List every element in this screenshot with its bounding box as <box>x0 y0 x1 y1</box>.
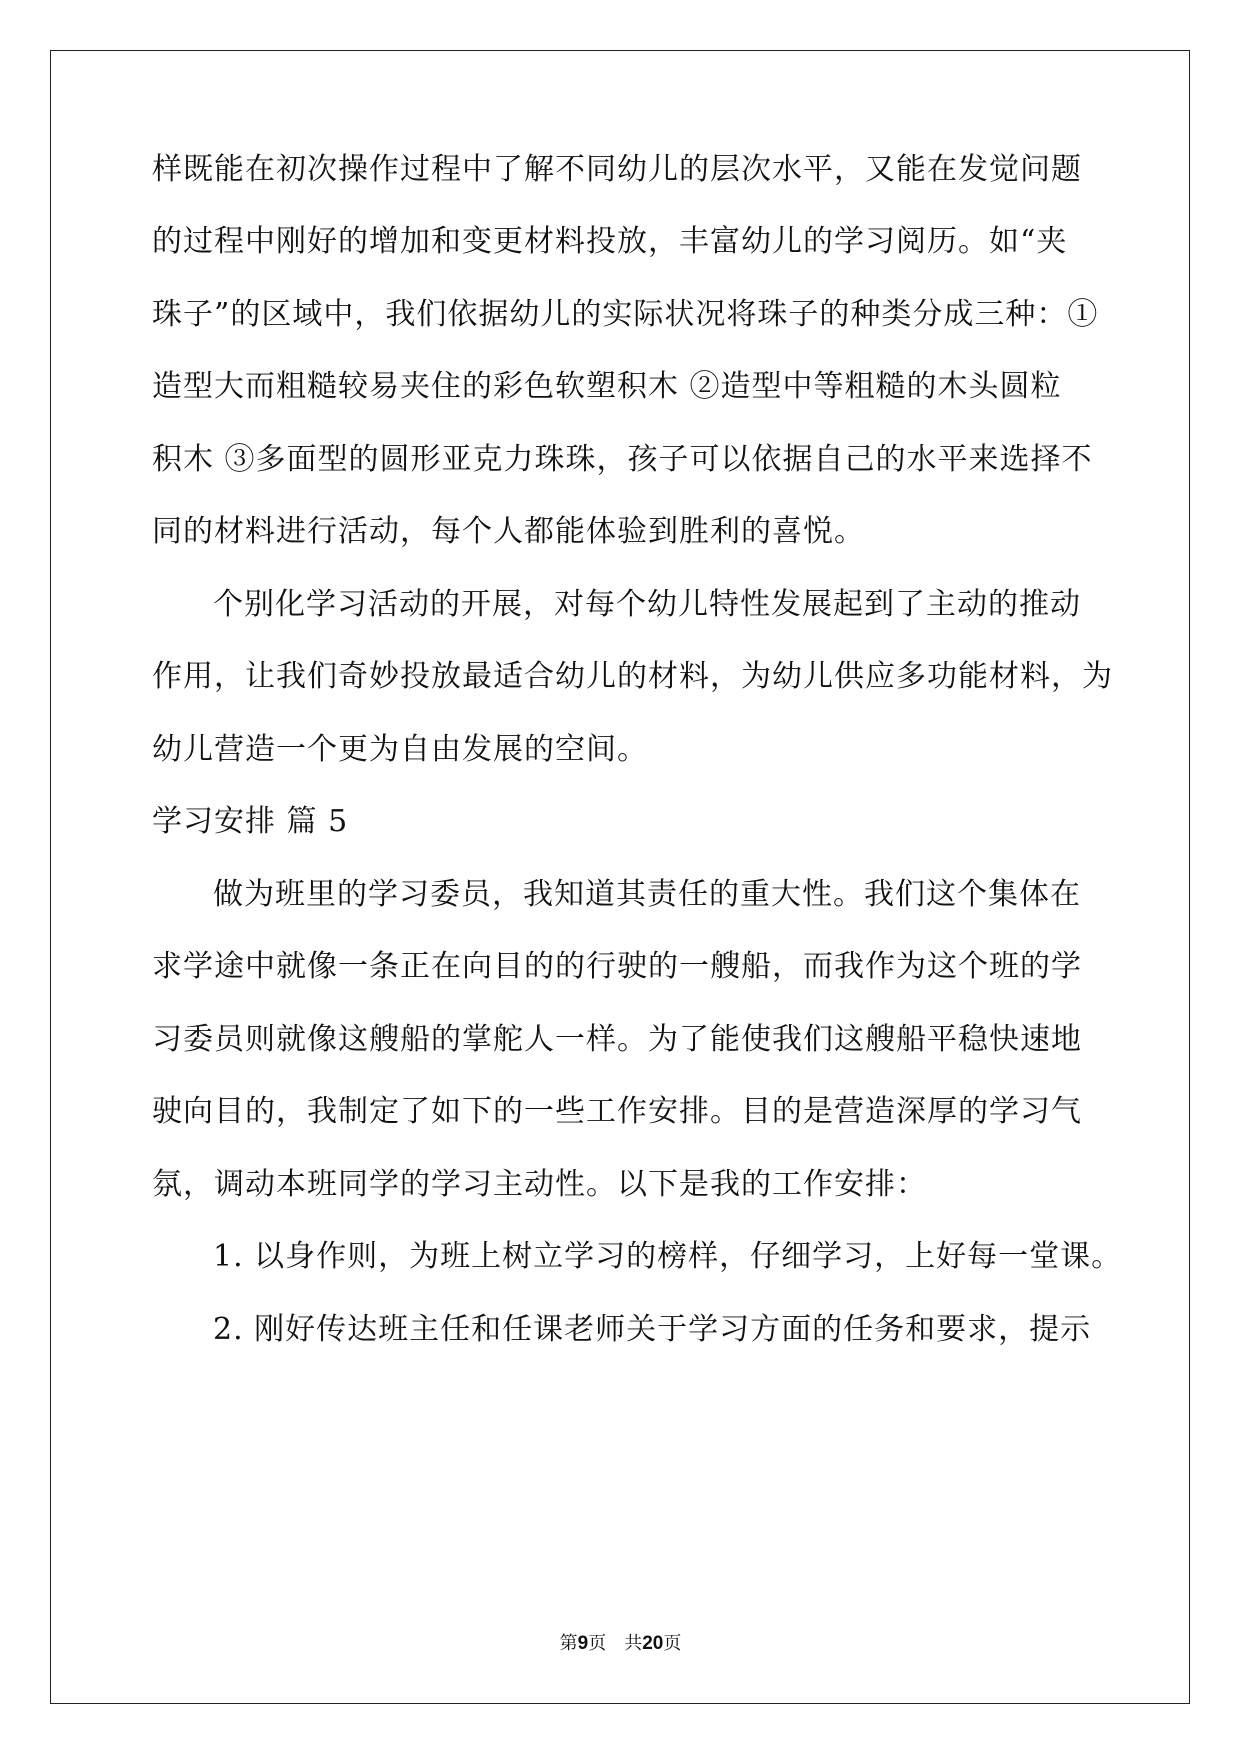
footer-middle: 页 共 <box>588 1633 643 1654</box>
paragraph-line: 珠子”的区域中，我们依据幼儿的实际状况将珠子的种类分成三种：① <box>152 297 1099 332</box>
page-footer <box>0 1632 1241 1656</box>
paragraph-line: 样既能在初次操作过程中了解不同幼儿的层次水平，又能在发觉问题 <box>152 152 1082 187</box>
paragraph-line: 个别化学习活动的开展，对每个幼儿特性发展起到了主动的推动 <box>213 587 1081 622</box>
footer-suffix: 页 <box>663 1633 682 1654</box>
paragraph-line: 习委员则就像这艘船的掌舵人一样。为了能使我们这艘船平稳快速地 <box>152 1022 1082 1057</box>
paragraph-line: 积木 ③多面型的圆形亚克力珠珠，孩子可以依据自己的水平来选择不 <box>152 442 1093 477</box>
paragraph-line: 求学途中就像一条正在向目的的行驶的一艘船，而我作为这个班的学 <box>152 949 1082 984</box>
paragraph-line: 做为班里的学习委员，我知道其责任的重大性。我们这个集体在 <box>213 877 1081 912</box>
footer-total-pages: 20 <box>642 1633 664 1654</box>
list-item: 2. 刚好传达班主任和任课老师关于学习方面的任务和要求，提示 <box>213 1312 1092 1347</box>
list-item: 1. 以身作则，为班上树立学习的榜样，仔细学习，上好每一堂课。 <box>213 1239 1123 1274</box>
section-heading: 学习安排 篇 5 <box>152 804 349 839</box>
paragraph-line: 同的材料进行活动，每个人都能体验到胜利的喜悦。 <box>152 514 865 549</box>
paragraph-line: 作用，让我们奇妙投放最适合幼儿的材料，为幼儿供应多功能材料，为 <box>152 659 1113 694</box>
paragraph-line: 驶向目的，我制定了如下的一些工作安排。目的是营造深厚的学习气 <box>152 1094 1082 1129</box>
paragraph-line: 的过程中刚好的增加和变更材料投放，丰富幼儿的学习阅历。如“夹 <box>152 224 1068 259</box>
footer-page-number: 9 <box>577 1633 589 1654</box>
paragraph-line: 幼儿营造一个更为自由发展的空间。 <box>152 732 648 767</box>
footer-prefix: 第 <box>559 1633 578 1654</box>
paragraph-line: 造型大而粗糙较易夹住的彩色软塑积木 ②造型中等粗糙的木头圆粒 <box>152 369 1062 404</box>
paragraph-line: 氛，调动本班同学的学习主动性。以下是我的工作安排： <box>152 1167 927 1202</box>
